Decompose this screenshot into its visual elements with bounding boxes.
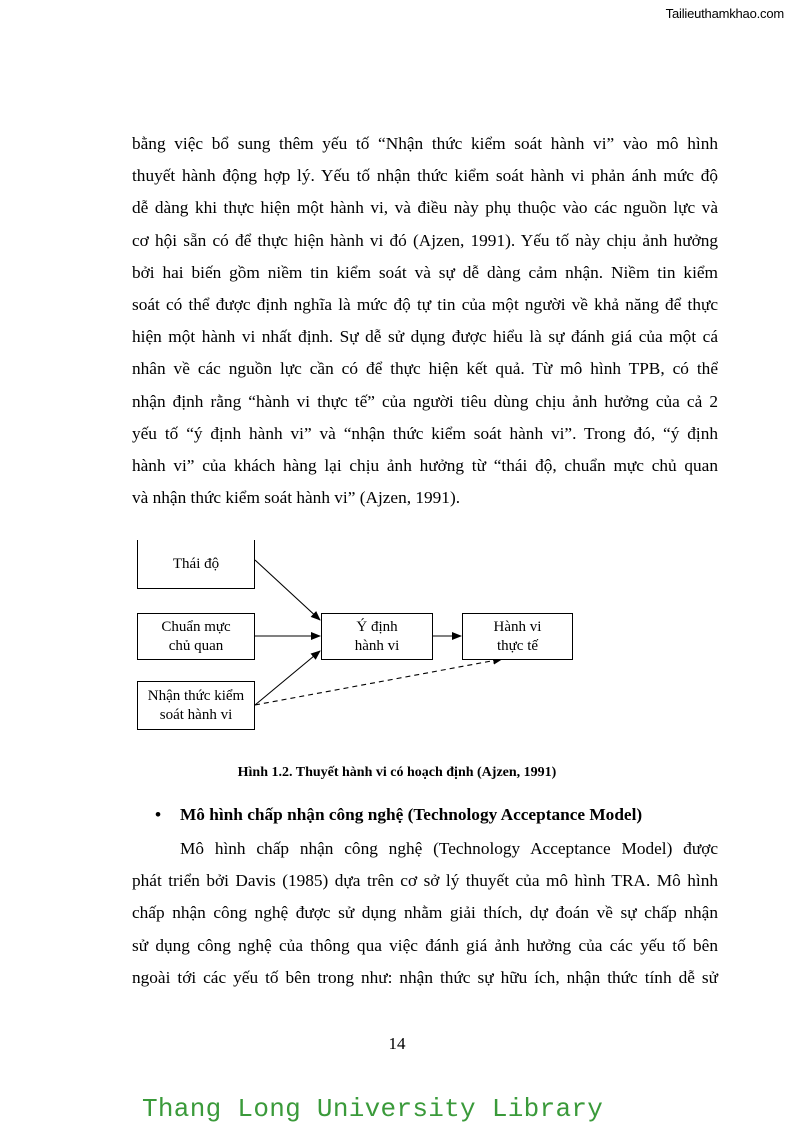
box-label-line: Chuẩn mực — [161, 618, 231, 635]
arrow-pbc-behavior-dashed — [255, 659, 502, 705]
text-line: yếu tố “ý định hành vi” và “nhận thức kiểm soát hành vi”. Trong đó, “ý định — [132, 423, 718, 443]
figure-caption: Hình 1.2. Thuyết hành vi có hoạch định (Ajzen, 1991) — [237, 765, 557, 780]
text-line: sử dụng công nghệ của thông qua việc đánh giá ảnh hưởng của các yếu tố bên — [132, 935, 718, 955]
bullet-icon: • — [155, 805, 162, 824]
page-number: 14 — [388, 1034, 406, 1053]
box-label-line: chủ quan — [168, 637, 224, 654]
text-line: ngoài tới các yếu tố bên trong như: nhận thức sự hữu ích, nhận thức tính dễ sử — [132, 967, 718, 987]
text-line: soát có thể được định nghĩa là mức độ tự tin của một người về khả năng để thực — [132, 294, 718, 314]
text-line: bằng việc bổ sung thêm yếu tố “Nhận thức kiểm soát hành vi” vào mô hình — [132, 134, 718, 153]
text-line: bởi hai biến gồm niềm tin kiểm soát và sự dễ dàng cảm nhận. Niềm tin kiểm — [132, 262, 718, 282]
box-label-line: Hành vi — [493, 618, 542, 635]
text-line: và nhận thức kiểm soát hành vi” (Ajzen, 1991). — [132, 488, 461, 508]
text-line: nhận định rằng “hành vi thực tế” của người tiêu dùng chịu ảnh hưởng của cả 2 — [132, 391, 718, 411]
text-line: chấp nhận công nghệ được sử dụng nhằm giải thích, dự đoán về sự chấp nhận — [132, 903, 718, 923]
library-watermark: Thang Long University Library — [142, 1094, 604, 1124]
box-label-line: Ý định — [356, 618, 398, 635]
box-label-line: soát hành vi — [159, 706, 233, 723]
section-heading-text: Mô hình chấp nhận công nghệ (Technology Acceptance Model) — [180, 805, 643, 824]
arrow-attitude-intention — [255, 560, 320, 620]
text-line: thuyết hành động hợp lý. Yếu tố nhận thức kiểm soát hành vi phản ánh mức độ — [132, 166, 718, 186]
box-perceived-behavioral-control — [137, 681, 255, 730]
text-line: cơ hội sẵn có để thực hiện hành vi đó (Ajzen, 1991). Yếu tố này chịu ảnh hưởng — [132, 230, 718, 250]
text-line: nhân về các nguồn lực cần có để thực hiện kết quả. Từ mô hình TPB, có thể — [132, 359, 718, 379]
box-label-line: hành vi — [354, 637, 400, 654]
text-line: hiện một hành vi nhất định. Sự dễ sử dụng được hiểu là sự đánh giá của một cá — [132, 327, 718, 347]
paragraph-tpb — [132, 128, 718, 514]
section-heading — [155, 805, 642, 825]
box-label-line: thực tế — [496, 637, 539, 654]
paragraph-tam — [132, 833, 718, 994]
box-actual-behavior — [462, 613, 573, 660]
box-subjective-norm — [137, 613, 255, 660]
box-attitude-label: Thái độ — [172, 555, 220, 572]
box-intention — [321, 613, 433, 660]
text-line: phát triển bởi Davis (1985) dựa trên cơ sở lý thuyết của mô hình TRA. Mô hình — [132, 871, 718, 891]
box-attitude — [137, 540, 255, 589]
text-line: dễ dàng khi thực hiện một hành vi, và điều này phụ thuộc vào các nguồn lực và — [132, 198, 718, 218]
box-label-line: Nhận thức kiểm — [147, 687, 245, 704]
watermark-site: Tailieuthamkhao.com — [665, 6, 784, 21]
text-line: hành vi” của khách hàng lại chịu ảnh hưởng từ “thái độ, chuẩn mực chủ quan — [132, 455, 718, 475]
text-line: Mô hình chấp nhận công nghệ (Technology Acceptance Model) được — [180, 839, 718, 858]
arrow-pbc-intention — [255, 651, 320, 705]
